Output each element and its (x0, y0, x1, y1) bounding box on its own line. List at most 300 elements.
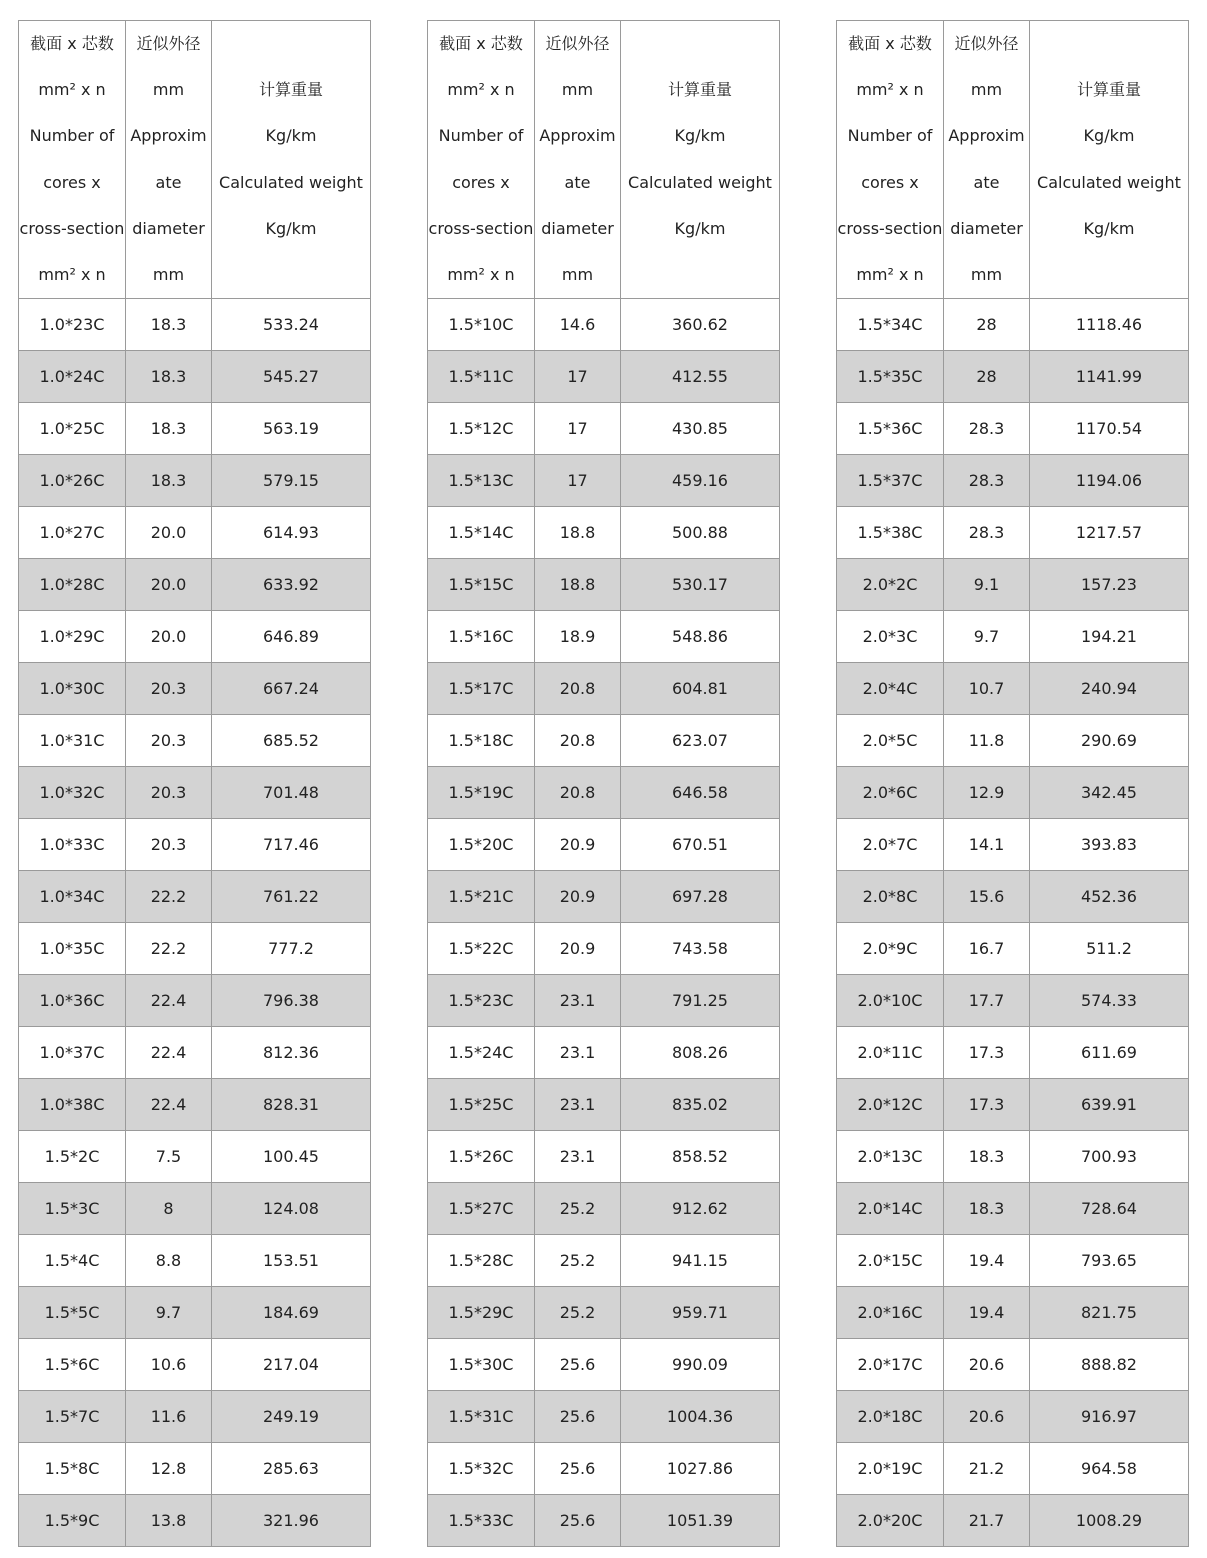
weight-cell: 548.86 (621, 611, 780, 663)
diameter-cell: 14.6 (535, 299, 621, 351)
weight-cell: 360.62 (621, 299, 780, 351)
header-line: ate (564, 172, 591, 192)
spec-cell: 1.5*19C (428, 767, 535, 819)
header-line: Kg/km (1083, 218, 1135, 238)
spec-cell: 1.5*30C (428, 1339, 535, 1391)
table-row (837, 1027, 1189, 1079)
spec-cell: 1.5*5C (19, 1287, 126, 1339)
table-row (837, 1339, 1189, 1391)
table-row (428, 1027, 780, 1079)
table-row (837, 663, 1189, 715)
diameter-cell: 22.4 (126, 975, 212, 1027)
weight-cell: 667.24 (212, 663, 371, 715)
header-line: 近似外径 (954, 34, 1019, 53)
spec-cell: 1.0*25C (19, 403, 126, 455)
spec-cell: 1.0*23C (19, 299, 126, 351)
diameter-cell: 9.7 (944, 611, 1030, 663)
header-line: Kg/km (674, 126, 726, 146)
diameter-cell: 9.1 (944, 559, 1030, 611)
weight-cell: 393.83 (1030, 819, 1189, 871)
header-line: 近似外径 (545, 34, 610, 53)
spec-cell: 1.0*29C (19, 611, 126, 663)
diameter-cell: 18.8 (535, 559, 621, 611)
table-row (837, 1287, 1189, 1339)
header-row (837, 21, 1189, 299)
spec-cell: 2.0*20C (837, 1495, 944, 1547)
diameter-cell: 23.1 (535, 1131, 621, 1183)
weight-cell: 821.75 (1030, 1287, 1189, 1339)
spec-cell: 1.5*16C (428, 611, 535, 663)
spec-cell: 2.0*4C (837, 663, 944, 715)
diameter-cell: 8 (126, 1183, 212, 1235)
spec-cell: 1.5*7C (19, 1391, 126, 1443)
weight-cell: 430.85 (621, 403, 780, 455)
table-row (428, 611, 780, 663)
diameter-cell: 20.9 (535, 871, 621, 923)
spec-cell: 1.0*37C (19, 1027, 126, 1079)
table-row (428, 1339, 780, 1391)
spec-cell: 1.5*24C (428, 1027, 535, 1079)
weight-cell: 796.38 (212, 975, 371, 1027)
diameter-cell: 18.9 (535, 611, 621, 663)
header-line: mm² x n (38, 265, 106, 285)
weight-cell: 670.51 (621, 819, 780, 871)
header-line: Approxim (948, 126, 1025, 146)
diameter-cell: 25.6 (535, 1443, 621, 1495)
diameter-cell: 20.3 (126, 663, 212, 715)
table-row (428, 767, 780, 819)
diameter-cell: 28 (944, 351, 1030, 403)
table-row (19, 1443, 371, 1495)
weight-cell: 888.82 (1030, 1339, 1189, 1391)
spec-cell: 2.0*12C (837, 1079, 944, 1131)
table-row (428, 507, 780, 559)
weight-cell: 452.36 (1030, 871, 1189, 923)
header-line: cross-section (19, 218, 125, 238)
weight-cell: 697.28 (621, 871, 780, 923)
header-row (19, 21, 371, 299)
diameter-cell: 20.8 (535, 663, 621, 715)
spec-cell: 2.0*13C (837, 1131, 944, 1183)
weight-cell: 1051.39 (621, 1495, 780, 1547)
spec-cell: 2.0*6C (837, 767, 944, 819)
table-row (19, 1131, 371, 1183)
header-line: mm (561, 265, 594, 285)
diameter-cell: 23.1 (535, 1079, 621, 1131)
header-line: cross-section (428, 218, 534, 238)
diameter-cell: 20.0 (126, 559, 212, 611)
table-row (837, 1495, 1189, 1547)
spec-cell: 1.5*2C (19, 1131, 126, 1183)
spec-cell: 1.0*30C (19, 663, 126, 715)
weight-cell: 611.69 (1030, 1027, 1189, 1079)
weight-cell: 194.21 (1030, 611, 1189, 663)
spec-cell: 1.0*35C (19, 923, 126, 975)
diameter-cell: 25.6 (535, 1495, 621, 1547)
diameter-cell: 13.8 (126, 1495, 212, 1547)
diameter-cell: 20.3 (126, 767, 212, 819)
header-cell-col3 (1030, 21, 1189, 299)
header-line: Calculated weight (628, 172, 772, 192)
weight-cell: 941.15 (621, 1235, 780, 1287)
header-line: mm² x n (447, 265, 515, 285)
header-line: 截面 x 芯数 (30, 34, 114, 53)
spec-cell: 1.0*38C (19, 1079, 126, 1131)
diameter-cell: 21.7 (944, 1495, 1030, 1547)
header-line: diameter (132, 218, 205, 238)
spec-cell: 2.0*17C (837, 1339, 944, 1391)
header-line: Approxim (539, 126, 616, 146)
spec-cell: 1.5*22C (428, 923, 535, 975)
diameter-cell: 8.8 (126, 1235, 212, 1287)
header-line: Kg/km (674, 218, 726, 238)
diameter-cell: 20.9 (535, 923, 621, 975)
weight-cell: 743.58 (621, 923, 780, 975)
spec-cell: 1.0*24C (19, 351, 126, 403)
header-line: 截面 x 芯数 (439, 34, 523, 53)
weight-cell: 563.19 (212, 403, 371, 455)
weight-cell: 761.22 (212, 871, 371, 923)
spec-cell: 2.0*3C (837, 611, 944, 663)
header-line: mm (152, 80, 185, 100)
diameter-cell: 18.8 (535, 507, 621, 559)
diameter-cell: 18.3 (126, 455, 212, 507)
spec-cell: 1.5*34C (837, 299, 944, 351)
table-row (19, 351, 371, 403)
spec-cell: 1.5*28C (428, 1235, 535, 1287)
weight-cell: 579.15 (212, 455, 371, 507)
header-line: Calculated weight (219, 172, 363, 192)
weight-cell: 990.09 (621, 1339, 780, 1391)
table-row (19, 767, 371, 819)
table-row (428, 819, 780, 871)
table-row (837, 455, 1189, 507)
table-row (837, 611, 1189, 663)
spec-cell: 2.0*19C (837, 1443, 944, 1495)
header-line: ate (155, 172, 182, 192)
header-line: cores x (452, 172, 510, 192)
spec-cell: 1.5*33C (428, 1495, 535, 1547)
weight-cell: 858.52 (621, 1131, 780, 1183)
diameter-cell: 25.2 (535, 1183, 621, 1235)
diameter-cell: 20.6 (944, 1391, 1030, 1443)
table-row (19, 559, 371, 611)
table-body (428, 21, 780, 1547)
diameter-cell: 20.0 (126, 507, 212, 559)
weight-cell: 342.45 (1030, 767, 1189, 819)
table-row (837, 1391, 1189, 1443)
table-row (19, 1287, 371, 1339)
table-row (19, 611, 371, 663)
diameter-cell: 25.2 (535, 1235, 621, 1287)
header-line: mm (970, 80, 1003, 100)
spec-cell: 1.5*36C (837, 403, 944, 455)
spec-cell: 1.0*34C (19, 871, 126, 923)
spec-cell: 1.5*14C (428, 507, 535, 559)
header-line: Kg/km (265, 218, 317, 238)
diameter-cell: 19.4 (944, 1235, 1030, 1287)
header-line: mm² x n (447, 80, 515, 100)
header-line: Calculated weight (1037, 172, 1181, 192)
spec-cell: 1.5*27C (428, 1183, 535, 1235)
table-row (837, 1079, 1189, 1131)
spec-cell: 1.5*4C (19, 1235, 126, 1287)
header-cell-col3 (212, 21, 371, 299)
spec-cell: 1.0*31C (19, 715, 126, 767)
header-line: cross-section (837, 218, 943, 238)
table-row (428, 1079, 780, 1131)
table-row (428, 923, 780, 975)
spec-cell: 1.5*12C (428, 403, 535, 455)
diameter-cell: 20.9 (535, 819, 621, 871)
header-line: mm (561, 80, 594, 100)
weight-cell: 530.17 (621, 559, 780, 611)
weight-cell: 700.93 (1030, 1131, 1189, 1183)
table-row (837, 299, 1189, 351)
diameter-cell: 18.3 (944, 1183, 1030, 1235)
table-body (837, 21, 1189, 1547)
header-line: Number of (847, 126, 933, 146)
header-line: diameter (541, 218, 614, 238)
spec-cell: 1.0*27C (19, 507, 126, 559)
weight-cell: 1217.57 (1030, 507, 1189, 559)
table-row (19, 299, 371, 351)
weight-cell: 728.64 (1030, 1183, 1189, 1235)
diameter-cell: 20.3 (126, 819, 212, 871)
diameter-cell: 14.1 (944, 819, 1030, 871)
diameter-cell: 19.4 (944, 1287, 1030, 1339)
weight-cell: 1004.36 (621, 1391, 780, 1443)
table-row (428, 351, 780, 403)
table-row (428, 975, 780, 1027)
header-line: cores x (43, 172, 101, 192)
table-row (19, 715, 371, 767)
spec-cell: 1.5*35C (837, 351, 944, 403)
weight-cell: 249.19 (212, 1391, 371, 1443)
spec-cell: 1.5*29C (428, 1287, 535, 1339)
spec-cell: 2.0*16C (837, 1287, 944, 1339)
spec-cell: 1.0*33C (19, 819, 126, 871)
weight-cell: 511.2 (1030, 923, 1189, 975)
spec-cell: 1.0*26C (19, 455, 126, 507)
table-row (19, 975, 371, 1027)
header-cell-col2 (944, 21, 1030, 299)
header-line: Kg/km (1083, 126, 1135, 146)
header-cell-col1 (837, 21, 944, 299)
weight-cell: 604.81 (621, 663, 780, 715)
weight-cell: 808.26 (621, 1027, 780, 1079)
table-row (19, 403, 371, 455)
spec-cell: 1.5*38C (837, 507, 944, 559)
weight-cell: 828.31 (212, 1079, 371, 1131)
header-cell-col1 (19, 21, 126, 299)
table-row (837, 1443, 1189, 1495)
spec-cell: 2.0*15C (837, 1235, 944, 1287)
table-row (19, 1183, 371, 1235)
diameter-cell: 20.0 (126, 611, 212, 663)
table-row (428, 871, 780, 923)
diameter-cell: 18.3 (126, 351, 212, 403)
table-row (19, 507, 371, 559)
header-line: Approxim (130, 126, 207, 146)
diameter-cell: 22.4 (126, 1079, 212, 1131)
weight-cell: 646.89 (212, 611, 371, 663)
table-row (837, 1131, 1189, 1183)
table-row (428, 1235, 780, 1287)
header-line: Kg/km (265, 126, 317, 146)
header-line: Number of (438, 126, 524, 146)
diameter-cell: 18.3 (126, 403, 212, 455)
diameter-cell: 17.7 (944, 975, 1030, 1027)
weight-cell: 500.88 (621, 507, 780, 559)
table-row (19, 1079, 371, 1131)
spec-cell: 1.5*17C (428, 663, 535, 715)
diameter-cell: 17.3 (944, 1079, 1030, 1131)
diameter-cell: 23.1 (535, 975, 621, 1027)
spec-cell: 1.5*8C (19, 1443, 126, 1495)
table-row (19, 923, 371, 975)
weight-cell: 633.92 (212, 559, 371, 611)
table-row (428, 559, 780, 611)
table-row (19, 819, 371, 871)
diameter-cell: 17.3 (944, 1027, 1030, 1079)
diameter-cell: 28.3 (944, 507, 1030, 559)
table-row (428, 715, 780, 767)
header-line: mm (970, 265, 1003, 285)
table-row (837, 923, 1189, 975)
header-cell-col2 (126, 21, 212, 299)
table-row (428, 1131, 780, 1183)
weight-cell: 835.02 (621, 1079, 780, 1131)
spec-cell: 1.5*10C (428, 299, 535, 351)
spec-cell: 1.5*6C (19, 1339, 126, 1391)
table-row (837, 975, 1189, 1027)
weight-cell: 791.25 (621, 975, 780, 1027)
diameter-cell: 23.1 (535, 1027, 621, 1079)
table-row (837, 767, 1189, 819)
weight-cell: 777.2 (212, 923, 371, 975)
diameter-cell: 20.8 (535, 715, 621, 767)
table-row (428, 299, 780, 351)
spec-cell: 1.0*28C (19, 559, 126, 611)
spec-cell: 1.5*37C (837, 455, 944, 507)
diameter-cell: 28.3 (944, 403, 1030, 455)
table-row (428, 1391, 780, 1443)
table-row (837, 715, 1189, 767)
table-row (19, 1495, 371, 1547)
diameter-cell: 25.2 (535, 1287, 621, 1339)
header-line: Number of (29, 126, 115, 146)
spec-cell: 1.5*25C (428, 1079, 535, 1131)
header-line: mm² x n (38, 80, 106, 100)
spec-cell: 2.0*14C (837, 1183, 944, 1235)
diameter-cell: 18.3 (944, 1131, 1030, 1183)
diameter-cell: 7.5 (126, 1131, 212, 1183)
weight-cell: 1141.99 (1030, 351, 1189, 403)
weight-cell: 614.93 (212, 507, 371, 559)
table-row (837, 871, 1189, 923)
weight-cell: 685.52 (212, 715, 371, 767)
cable-table-1 (18, 20, 371, 1547)
table-row (428, 663, 780, 715)
spec-cell: 1.5*20C (428, 819, 535, 871)
table-row (19, 455, 371, 507)
spec-cell: 2.0*10C (837, 975, 944, 1027)
header-cell-col1 (428, 21, 535, 299)
spec-cell: 1.5*32C (428, 1443, 535, 1495)
spec-cell: 1.5*31C (428, 1391, 535, 1443)
weight-cell: 285.63 (212, 1443, 371, 1495)
spec-cell: 1.5*13C (428, 455, 535, 507)
diameter-cell: 20.8 (535, 767, 621, 819)
diameter-cell: 17 (535, 403, 621, 455)
diameter-cell: 12.8 (126, 1443, 212, 1495)
diameter-cell: 20.3 (126, 715, 212, 767)
diameter-cell: 28.3 (944, 455, 1030, 507)
weight-cell: 1170.54 (1030, 403, 1189, 455)
weight-cell: 100.45 (212, 1131, 371, 1183)
weight-cell: 1118.46 (1030, 299, 1189, 351)
header-cell-col3 (621, 21, 780, 299)
weight-cell: 545.27 (212, 351, 371, 403)
weight-cell: 1194.06 (1030, 455, 1189, 507)
spec-cell: 1.0*36C (19, 975, 126, 1027)
diameter-cell: 22.2 (126, 923, 212, 975)
weight-cell: 533.24 (212, 299, 371, 351)
header-line: cores x (861, 172, 919, 192)
spec-cell: 1.5*21C (428, 871, 535, 923)
weight-cell: 1027.86 (621, 1443, 780, 1495)
spec-cell: 1.5*23C (428, 975, 535, 1027)
header-line: mm² x n (856, 265, 924, 285)
spec-cell: 2.0*9C (837, 923, 944, 975)
header-cell-col2 (535, 21, 621, 299)
header-line: 计算重量 (258, 80, 323, 100)
weight-cell: 574.33 (1030, 975, 1189, 1027)
diameter-cell: 28 (944, 299, 1030, 351)
header-line: ate (973, 172, 1000, 192)
weight-cell: 646.58 (621, 767, 780, 819)
weight-cell: 916.97 (1030, 1391, 1189, 1443)
spec-cell: 1.5*3C (19, 1183, 126, 1235)
table-body (19, 21, 371, 1547)
table-row (837, 507, 1189, 559)
weight-cell: 964.58 (1030, 1443, 1189, 1495)
diameter-cell: 22.2 (126, 871, 212, 923)
spec-cell: 2.0*2C (837, 559, 944, 611)
weight-cell: 124.08 (212, 1183, 371, 1235)
table-row (428, 1443, 780, 1495)
diameter-cell: 25.6 (535, 1391, 621, 1443)
table-row (837, 819, 1189, 871)
header-line: mm² x n (856, 80, 924, 100)
weight-cell: 812.36 (212, 1027, 371, 1079)
table-row (428, 1495, 780, 1547)
diameter-cell: 10.7 (944, 663, 1030, 715)
spec-cell: 1.5*11C (428, 351, 535, 403)
cable-table-3 (836, 20, 1189, 1547)
table-row (837, 351, 1189, 403)
table-row (428, 1287, 780, 1339)
diameter-cell: 16.7 (944, 923, 1030, 975)
diameter-cell: 10.6 (126, 1339, 212, 1391)
weight-cell: 912.62 (621, 1183, 780, 1235)
diameter-cell: 15.6 (944, 871, 1030, 923)
diameter-cell: 17 (535, 351, 621, 403)
table-row (19, 663, 371, 715)
weight-cell: 639.91 (1030, 1079, 1189, 1131)
diameter-cell: 11.6 (126, 1391, 212, 1443)
